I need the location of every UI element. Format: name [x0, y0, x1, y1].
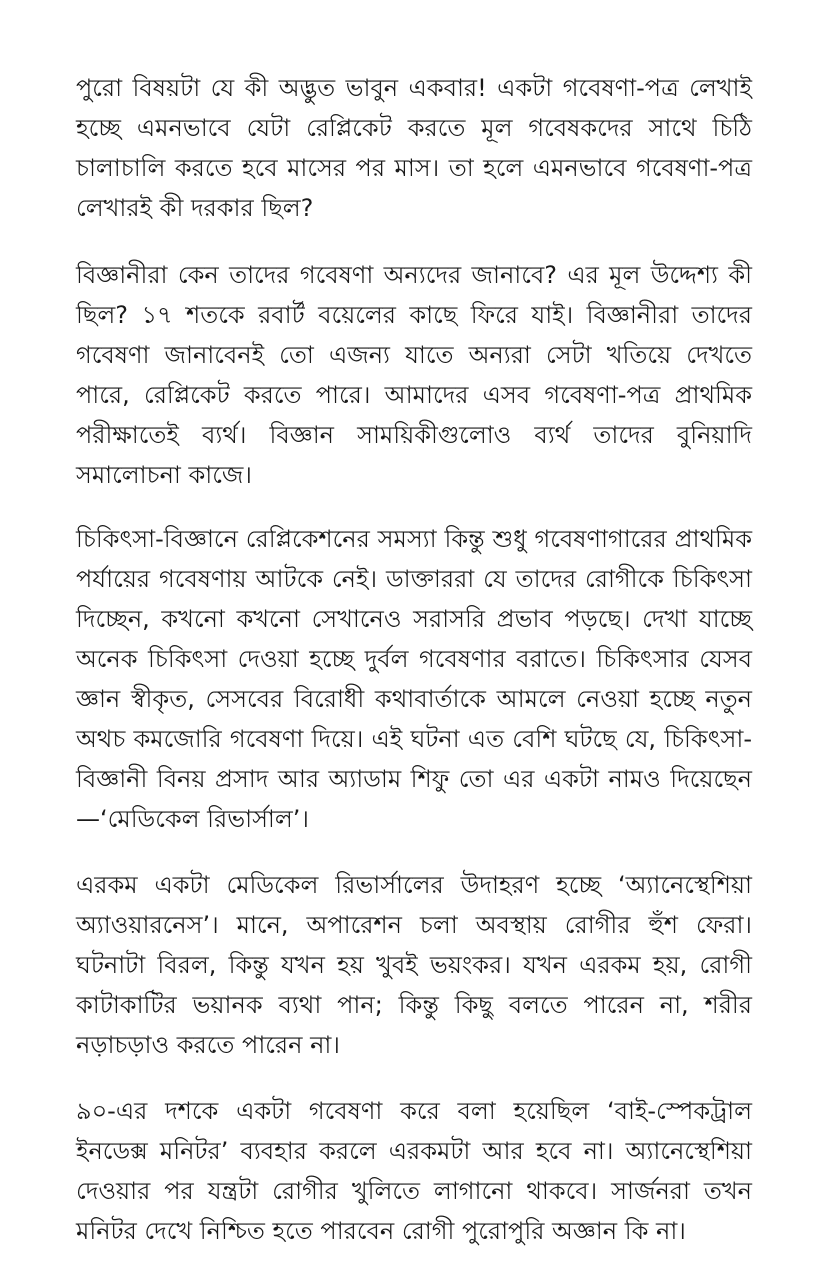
paragraph-2: বিজ্ঞানীরা কেন তাদের গবেষণা অন্যদের জানাবে? এর মূল উদ্দেশ্য কী ছিল? ১৭ শতকে রবার্ট বয়েলের কাছে ফিরে যাই। বিজ্ঞানীরা তাদের গবেষণা জানাবেনই তো এজন্য যাতে অন্যরা সেটা খতিয়ে দেখতে পারে, রেপ্লিকেট করতে পারে। আমাদের এসব গবেষণা-পত্র প্রাথমিক পরীক্ষাতেই ব্যর্থ। বিজ্ঞান সাময়িকীগুলোও ব্যর্থ তাদের বুনিয়াদি সমালোচনা কাজে।: [76, 261, 752, 489]
paragraph-5: ৯০-এর দশকে একটা গবেষণা করে বলা হয়েছিল ‘বাই-স্পেকট্রাল ইনডেক্স মনিটর’ ব্যবহার করলে এরকমটা আর হবে না। অ্যানেস্থেশিয়া দেওয়ার পর যন্ত্রটা রোগীর খুলিতে লাগানো থাকবে। সার্জনরা তখন মনিটর দেখে নিশ্চিত হতে পারবেন রোগী পুরোপুরি অজ্ঞান কি না।: [76, 1097, 752, 1245]
paragraph-4: এরকম একটা মেডিকেল রিভার্সালের উদাহরণ হচ্ছে ‘অ্যানেস্থেশিয়া অ্যাওয়ারনেস’। মানে, অপারেশন চলা অবস্থায় রোগীর হুঁশ ফেরা। ঘটনাটা বিরল, কিন্তু যখন হয় খুবই ভয়ংকর। যখন এরকম হয়, রোগী কাটাকাটির ভয়ানক ব্যথা পান; কিন্তু কিছু বলতে পারেন না, শরীর নড়াচড়াও করতে পারেন না।: [76, 871, 752, 1059]
paragraph-3: চিকিৎসা-বিজ্ঞানে রেপ্লিকেশনের সমস্যা কিন্তু শুধু গবেষণাগারের প্রাথমিক পর্যায়ের গবেষণায় আটকে নেই। ডাক্তাররা যে তাদের রোগীকে চিকিৎসা দিচ্ছেন, কখনো কখনো সেখানেও সরাসরি প্রভাব পড়ছে। দেখা যাচ্ছে অনেক চিকিৎসা দেওয়া হচ্ছে দুর্বল গবেষণার বরাতে। চিকিৎসার যেসব জ্ঞান স্বীকৃত, সেসবের বিরোধী কথাবার্তাকে আমলে নেওয়া হচ্ছে নতুন অথচ কমজোরি গবেষণা দিয়ে। এই ঘটনা এত বেশি ঘটছে যে, চিকিৎসা-বিজ্ঞানী বিনয় প্রসাদ আর অ্যাডাম শিফু তো এর একটা নামও দিয়েছেন—‘মেডিকেল রিভার্সাল’।: [76, 525, 752, 833]
paragraph-1: পুরো বিষয়টা যে কী অদ্ভুত ভাবুন একবার! একটা গবেষণা-পত্র লেখাই হচ্ছে এমনভাবে যেটা রেপ্লিকেট করতে মূল গবেষকদের সাথে চিঠি চালাচালি করতে হবে মাসের পর মাস। তা হলে এমনভাবে গবেষণা-পত্র লেখারই কী দরকার ছিল?: [76, 74, 752, 222]
